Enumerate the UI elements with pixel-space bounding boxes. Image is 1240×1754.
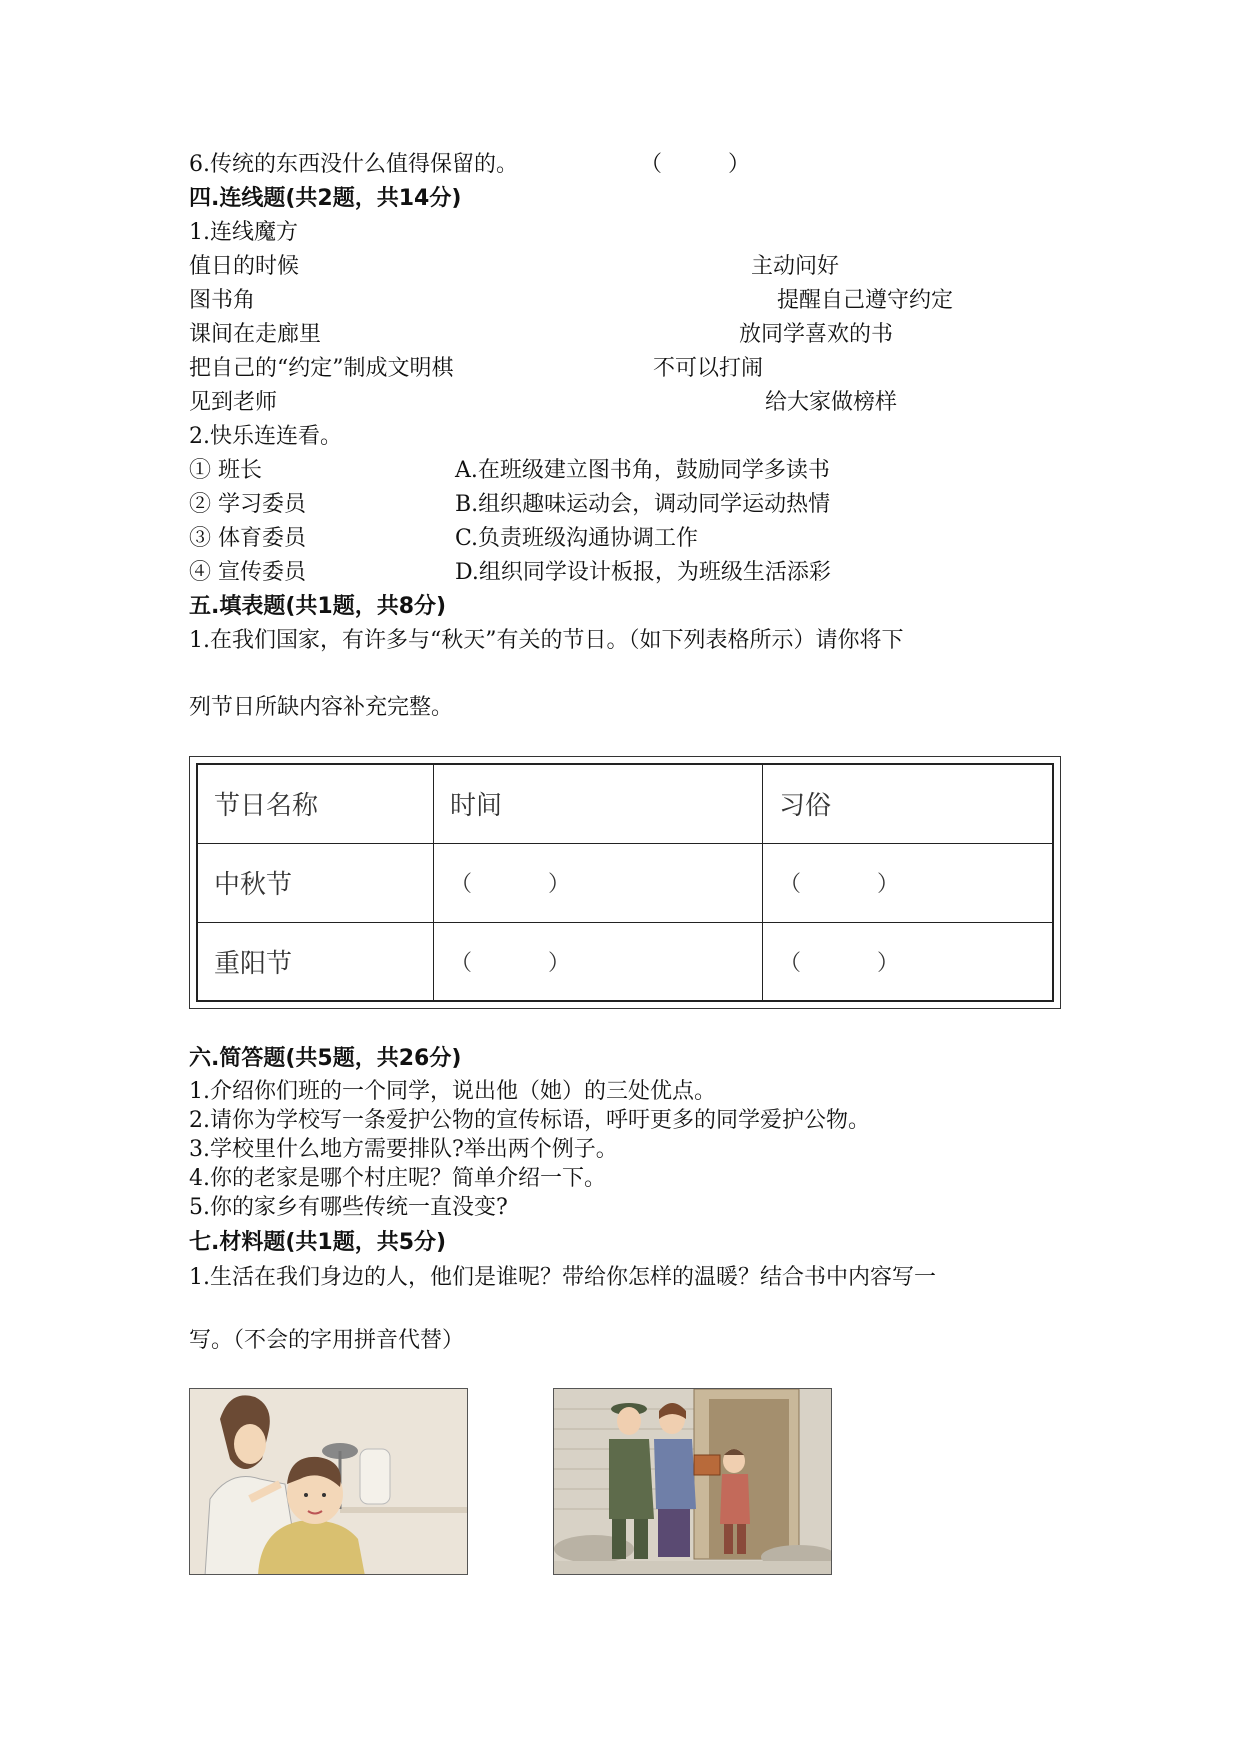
section-7-heading: 七.材料题(共1题，共5分) xyxy=(189,1230,447,1255)
duty-item: A.在班级建立图书角，鼓励同学多读书 xyxy=(455,458,830,483)
question-text: 1.在我们国家，有许多与“秋天”有关的节日。（如下列表格所示）请你将下 xyxy=(189,628,904,653)
table-row xyxy=(197,843,1053,922)
match-left-item: 见到老师 xyxy=(189,390,278,415)
festival-name: 中秋节 xyxy=(197,843,434,922)
match-right-item: 给大家做榜样 xyxy=(765,390,898,415)
question-text: 1.介绍你们班的一个同学，说出他（她）的三处优点。 xyxy=(189,1079,716,1104)
match-right-item: 放同学喜欢的书 xyxy=(739,322,894,347)
table-header: 节日名称 xyxy=(197,764,434,843)
hairdresser-illustration xyxy=(189,1388,468,1575)
match-left-item: 课间在走廊里 xyxy=(189,322,322,347)
table-header: 时间 xyxy=(434,764,763,843)
match-right-item: 不可以打闹 xyxy=(653,356,764,381)
festival-table xyxy=(196,763,1054,1002)
section-6-heading: 六.简答题(共5题，共26分) xyxy=(189,1046,462,1071)
question-text: 1.生活在我们身边的人，他们是谁呢？带给你怎样的温暖？结合书中内容写一 xyxy=(189,1265,936,1290)
answer-parentheses: （ ） xyxy=(640,152,751,177)
time-blank[interactable]: （ ） xyxy=(434,922,763,1001)
role-item: ③ 体育委员 xyxy=(189,526,306,551)
role-item: ② 学习委员 xyxy=(189,492,306,517)
role-item: ④ 宣传委员 xyxy=(189,560,306,585)
question-title: 1.连线魔方 xyxy=(189,220,298,245)
question-text: 4.你的老家是哪个村庄呢？简单介绍一下。 xyxy=(189,1166,606,1191)
role-item: ① 班长 xyxy=(189,458,262,483)
section-5-heading: 五.填表题(共1题，共8分) xyxy=(189,594,447,619)
postman-illustration xyxy=(553,1388,832,1575)
custom-blank[interactable]: （ ） xyxy=(763,843,1054,922)
table-row xyxy=(197,922,1053,1001)
match-right-item: 主动问好 xyxy=(751,254,840,279)
duty-item: D.组织同学设计板报，为班级生活添彩 xyxy=(455,560,831,585)
question-text: 写。（不会的字用拼音代替） xyxy=(189,1328,465,1353)
time-blank[interactable]: （ ） xyxy=(434,843,763,922)
match-right-item: 提醒自己遵守约定 xyxy=(777,288,954,313)
custom-blank[interactable]: （ ） xyxy=(763,922,1054,1001)
festival-table-frame xyxy=(189,756,1061,1009)
question-text: 2.请你为学校写一条爱护公物的宣传标语，呼吁更多的同学爱护公物。 xyxy=(189,1108,870,1133)
question-text: 列节日所缺内容补充完整。 xyxy=(189,695,454,720)
match-left-item: 把自己的“约定”制成文明棋 xyxy=(189,356,454,381)
match-left-item: 图书角 xyxy=(189,288,256,313)
question-title: 2.快乐连连看。 xyxy=(189,424,342,449)
festival-name: 重阳节 xyxy=(197,922,434,1001)
question-text: 3.学校里什么地方需要排队?举出两个例子。 xyxy=(189,1137,618,1162)
question-text: 5.你的家乡有哪些传统一直没变? xyxy=(189,1195,508,1220)
question-6-text: 6.传统的东西没什么值得保留的。 xyxy=(189,152,518,177)
section-4-heading: 四.连线题(共2题，共14分) xyxy=(189,186,462,211)
table-header: 习俗 xyxy=(763,764,1054,843)
duty-item: C.负责班级沟通协调工作 xyxy=(455,526,699,551)
match-left-item: 值日的时候 xyxy=(189,254,300,279)
duty-item: B.组织趣味运动会，调动同学运动热情 xyxy=(455,492,831,517)
